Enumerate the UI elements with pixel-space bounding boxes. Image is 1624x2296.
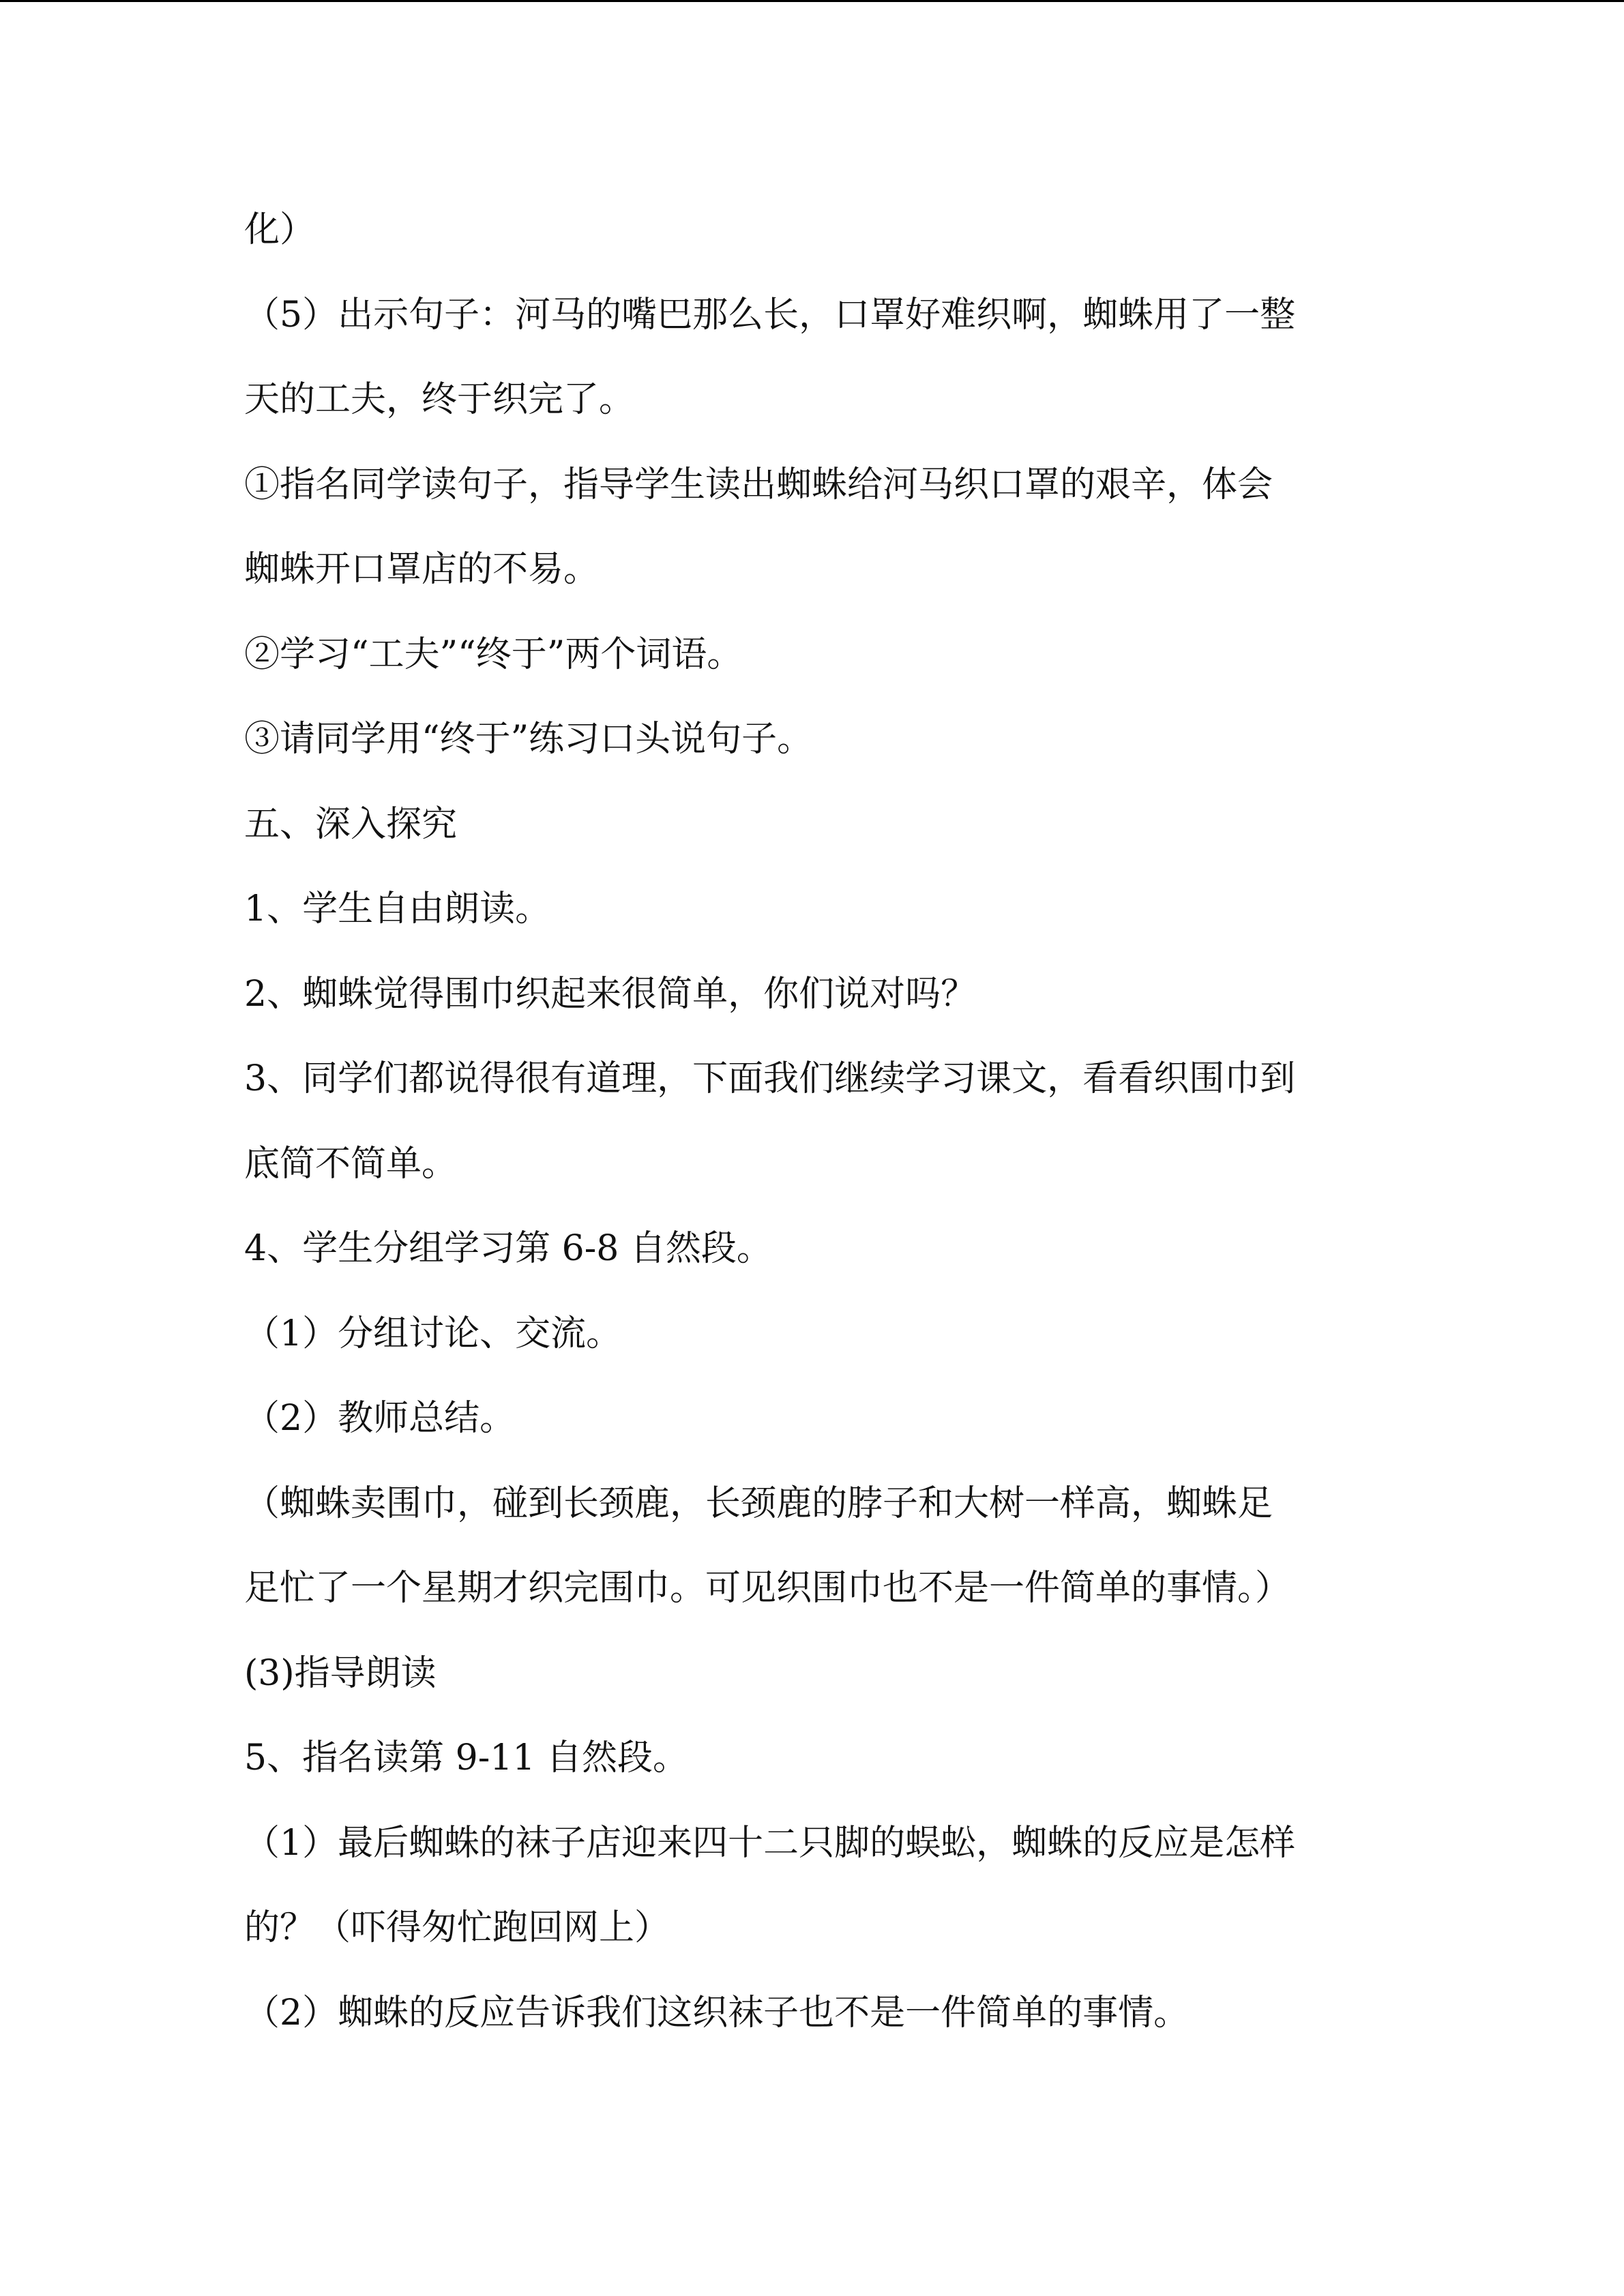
document-body <box>244 209 1404 2077</box>
text-line: （2）蜘蛛的反应告诉我们这织袜子也不是一件简单的事情。 <box>244 1992 1190 2033</box>
text-line: （1）分组讨论、交流。 <box>244 1313 622 1354</box>
text-line: ③请同学用“终于”练习口头说句子。 <box>244 719 813 760</box>
text-line: 4、学生分组学习第 6-8 自然段。 <box>244 1228 772 1269</box>
text-line: 的？（吓得匆忙跑回网上） <box>244 1907 670 1948</box>
section-heading: 五、深入探究 <box>244 803 458 845</box>
text-line: (3)指导朗读 <box>244 1652 437 1694</box>
text-line: 底简不简单。 <box>244 1143 458 1184</box>
text-line: 化） <box>244 209 316 250</box>
text-line: 1、学生自由朗读。 <box>244 889 551 929</box>
text-line: ②学习“工夫”“终于”两个词语。 <box>244 633 743 675</box>
text-line: （2）教师总结。 <box>244 1398 516 1439</box>
text-line: 天的工夫，终于织完了。 <box>244 379 635 420</box>
text-line: （蜘蛛卖围巾，碰到长颈鹿，长颈鹿的脖子和大树一样高，蜘蛛足 <box>244 1482 1273 1524</box>
text-line: （1）最后蜘蛛的袜子店迎来四十二只脚的蜈蚣，蜘蛛的反应是怎样 <box>244 1822 1296 1864</box>
text-line: 蜘蛛开口罩店的不易。 <box>244 549 600 590</box>
text-line: 足忙了一个星期才织完围巾。可见织围巾也不是一件简单的事情。） <box>244 1568 1291 1609</box>
text-line: 3、同学们都说得很有道理，下面我们继续学习课文，看看织围巾到 <box>244 1058 1296 1099</box>
text-line: （5）出示句子：河马的嘴巴那么长，口罩好难织啊，蜘蛛用了一整 <box>244 294 1296 336</box>
text-line: ①指名同学读句子，指导学生读出蜘蛛给河马织口罩的艰辛，体会 <box>244 464 1273 505</box>
text-line: 2、蜘蛛觉得围巾织起来很简单，你们说对吗？ <box>244 973 977 1015</box>
text-line: 5、指名读第 9-11 自然段。 <box>244 1738 688 1778</box>
